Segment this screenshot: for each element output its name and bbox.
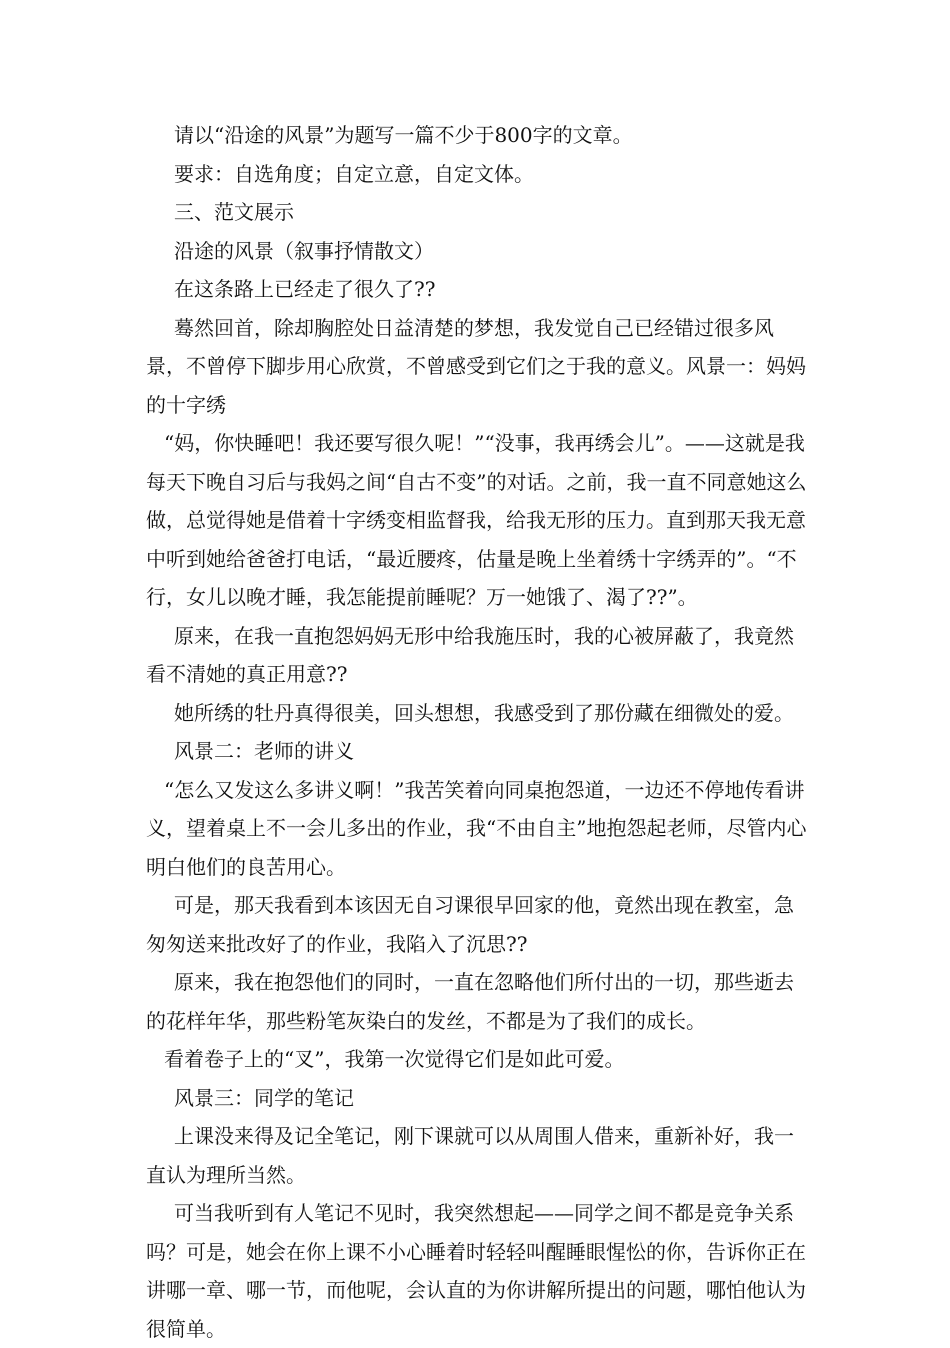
essay-paragraph: “妈，你快睡吧！我还要写很久呢！”“没事，我再绣会儿”。——这就是我每天下晚自习后与我妈之间“自古不变”的对话。之前，我一直不同意她这么做，总觉得她是借着十字绣变相监督我，给我无形的压力。直到那天我无意中听到她给爸爸打电话，“最近腰疼，估量是晚上坐着绣十字绣弄的”。“不行，女儿以晚才睡，我怎能提前睡呢？万一她饿了、渴了??”。	[146, 431, 807, 609]
essay-paragraph: 可是，那天我看到本该因无自习课很早回家的他，竟然出现在教室，急匆匆送来批改好了的作业，我陷入了沉思??	[146, 893, 794, 956]
essay-paragraph: 她所绣的牡丹真得很美，回头想想，我感受到了那份藏在细微处的爱。	[174, 700, 794, 725]
prompt-instruction: 请以“沿途的风景”为题写一篇不少于800字的文章。	[174, 123, 633, 147]
essay-paragraph: 原来，在我一直抱怨妈妈无形中给我施压时，我的心被屏蔽了，我竟然看不清她的真正用意??	[146, 623, 794, 686]
essay-paragraph: 上课没来得及记全笔记，刚下课就可以从周围人借来，重新补好，我一直认为理所当然。	[146, 1124, 794, 1187]
essay-subheading: 风景二：老师的讲义	[174, 739, 354, 763]
essay-title: 沿途的风景（叙事抒情散文）	[174, 238, 434, 263]
prompt-requirements: 要求：自选角度；自定立意，自定文体。	[174, 161, 534, 186]
essay-paragraph: 在这条路上已经走了很久了??	[174, 277, 436, 301]
section-heading: 三、范文展示	[174, 200, 294, 224]
essay-paragraph: 蓦然回首，除却胸腔处日益清楚的梦想，我发觉自己已经错过很多风景，不曾停下脚步用心欣赏，不曾感受到它们之于我的意义。风景一：妈妈的十字绣	[146, 315, 806, 417]
essay-paragraph: 可当我听到有人笔记不见时，我突然想起——同学之间不都是竞争关系吗？可是，她会在你上课不小心睡着时轻轻叫醒睡眼惺忪的你，告诉你正在讲哪一章、哪一节，而他呢，会认直的为你讲解所提出的问题，哪怕他认为很简单。	[146, 1201, 806, 1341]
essay-paragraph: “怎么又发这么多讲义啊！”我苦笑着向同桌抱怨道，一边还不停地传看讲义，望着桌上不一会儿多出的作业，我“不由自主”地抱怨起老师，尽管内心明白他们的良苦用心。	[146, 777, 807, 879]
essay-content	[146, 116, 810, 1348]
essay-paragraph: 看着卷子上的“叉”，我第一次觉得它们是如此可爱。	[164, 1047, 625, 1071]
essay-paragraph: 原来，我在抱怨他们的同时，一直在忽略他们所付出的一切，那些逝去的花样年华，那些粉笔灰染白的发丝，不都是为了我们的成长。	[146, 970, 794, 1033]
essay-subheading: 风景三：同学的笔记	[174, 1085, 354, 1110]
